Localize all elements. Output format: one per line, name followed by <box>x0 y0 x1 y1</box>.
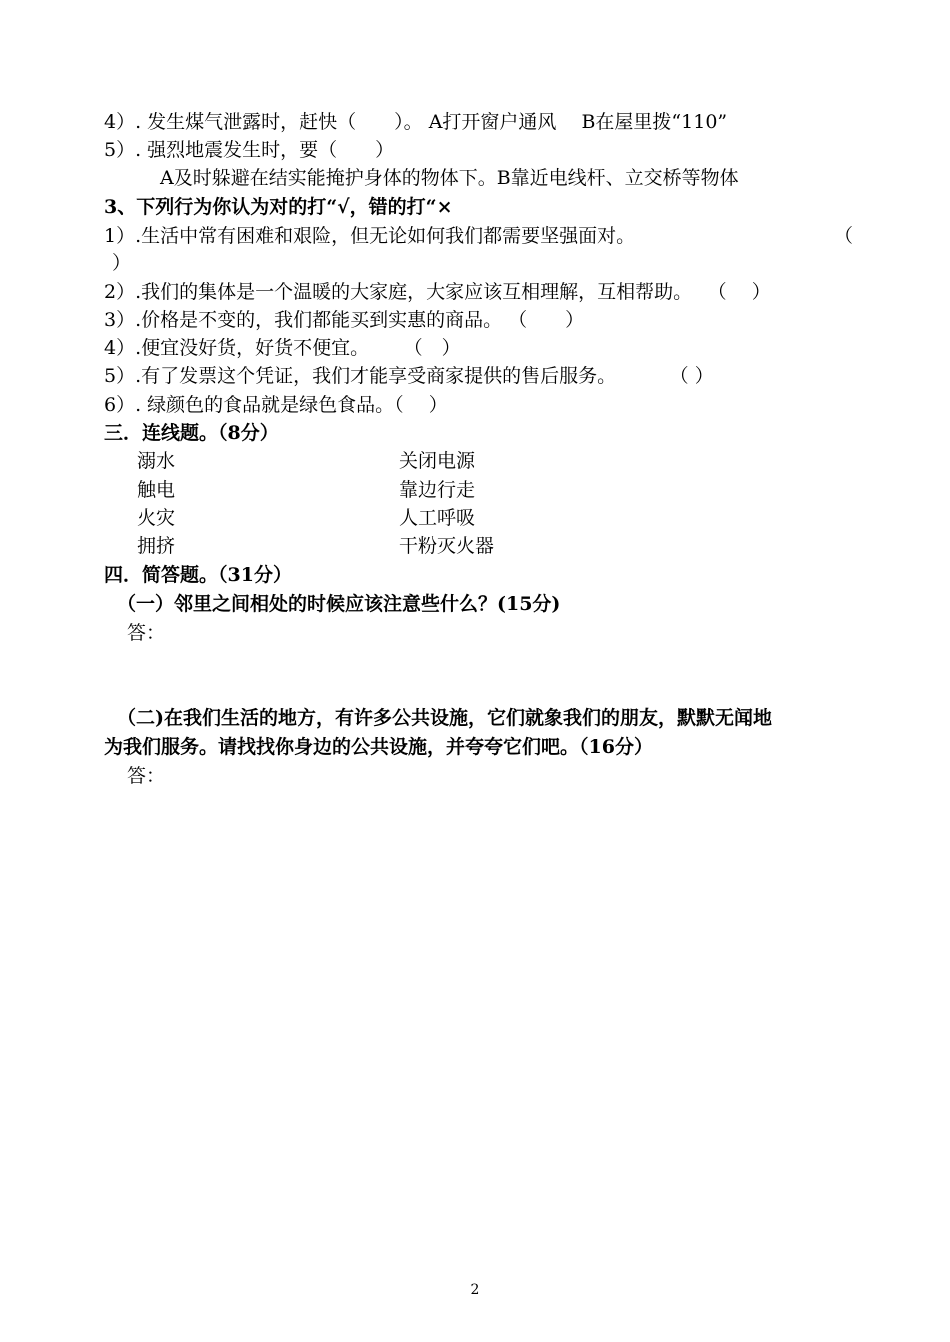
section-short-answer-heading: 四．简答题。（31分） <box>104 564 292 586</box>
match-right-2: 靠边行走 <box>399 479 476 501</box>
question-5-options: A及时躲避在结实能掩护身体的物体下。B靠近电线杆、立交桥等物体 <box>160 167 739 189</box>
tf-item-1: 1）.生活中常有困难和艰险，但无论如何我们都需要坚强面对。 <box>104 225 636 247</box>
short-answer-q1-answer-label: 答： <box>127 622 166 644</box>
tf-item-4: 4）.便宜没好货，好货不便宜。 （ ） <box>104 337 461 359</box>
short-answer-q2-answer-label: 答： <box>127 765 166 787</box>
tf-item-5: 5）.有了发票这个凭证，我们才能享受商家提供的售后服务。 （ ） <box>104 365 714 387</box>
match-left-4: 拥挤 <box>137 535 176 557</box>
short-answer-q2-line2: 为我们服务。请找找你身边的公共设施，并夸夸它们吧。（16分） <box>104 736 653 758</box>
tf-item-1-paren-close: ） <box>112 252 132 274</box>
match-right-3: 人工呼吸 <box>399 507 476 529</box>
match-right-1: 关闭电源 <box>399 450 476 472</box>
short-answer-q1: （一）邻里之间相处的时候应该注意些什么？(15分) <box>117 593 561 615</box>
tf-item-6: 6）. 绿颜色的食品就是绿色食品。（ ） <box>104 394 448 416</box>
match-left-3: 火灾 <box>137 507 176 529</box>
match-left-2: 触电 <box>137 479 176 501</box>
match-left-1: 溺水 <box>137 450 176 472</box>
tf-item-3: 3）.价格是不变的，我们都能买到实惠的商品。 （ ） <box>104 309 585 331</box>
section-true-false-heading: 3、下列行为你认为对的打“√，错的打“× <box>104 196 453 218</box>
section-matching-heading: 三．连线题。（8分） <box>104 422 279 444</box>
page-number: 2 <box>470 1282 480 1298</box>
short-answer-q2-line1: （二)在我们生活的地方，有许多公共设施，它们就象我们的朋友，默默无闻地 <box>117 707 772 729</box>
question-4-gas-leak: 4）. 发生煤气泄露时，赶快（ ）。 A打开窗户通风 B在屋里拨“110” <box>104 111 728 133</box>
question-5-earthquake: 5）. 强烈地震发生时，要（ ） <box>104 139 395 161</box>
tf-item-2: 2）.我们的集体是一个温暖的大家庭，大家应该互相理解，互相帮助。 （ ） <box>104 281 771 303</box>
tf-item-1-paren-open: （ <box>834 225 854 247</box>
match-right-4: 干粉灭火器 <box>399 535 495 557</box>
